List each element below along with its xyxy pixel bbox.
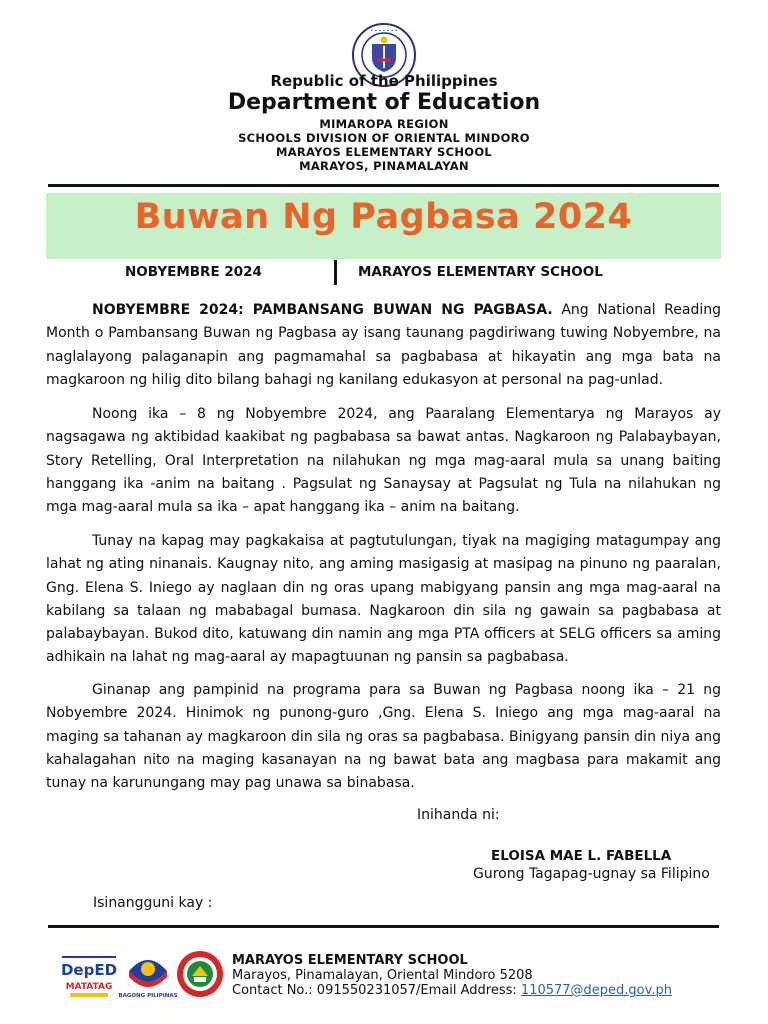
school-seal-logo xyxy=(176,950,224,998)
footer-contact-text: Contact No.: 091550231057/Email Address: xyxy=(232,983,521,998)
footer-contact xyxy=(232,983,672,998)
division-heading: SCHOOLS DIVISION OF ORIENTAL MINDORO xyxy=(238,131,530,145)
address-heading: MARAYOS, PINAMALAYAN xyxy=(299,159,469,173)
paragraph-2 xyxy=(46,403,721,519)
noted-by-label: Isinangguni kay : xyxy=(93,895,213,911)
title-banner xyxy=(46,193,721,259)
svg-text:DepED: DepED xyxy=(60,961,118,979)
prepared-by-label: Inihanda ni: xyxy=(417,807,500,823)
republic-heading: Republic of the Philippines xyxy=(270,72,498,90)
header-divider xyxy=(48,184,719,187)
bagong-pilipinas-logo xyxy=(118,949,178,1001)
deped-matatag-logo xyxy=(60,951,118,1001)
svg-text:BAGONG PILIPINAS: BAGONG PILIPINAS xyxy=(118,993,178,999)
footer-school-name: MARAYOS ELEMENTARY SCHOOL xyxy=(232,953,468,968)
svg-text:MATATAG: MATATAG xyxy=(65,982,113,992)
meta-divider xyxy=(334,260,337,285)
paragraph-2-text: Noong ika – 8 ng Nobyembre 2024, ang Paaralang Elementarya ng Marayos ay nagsagawa ng aktibidad kaakibat ng pagbabasa sa bawat antas. Nagkaroon ng Palabaybayan, Story Retelling, Oral Interpretation na nilahukan ng mga mag-aaral mula sa unang baiting hanggang ika -anim na baitang . Pagsulat ng Sanaysay at Pagsulat ng Tula na nilahukan ng mga mag-aaral mula sa ika – apat hanggang ika – anim na baitang. xyxy=(46,406,721,516)
paragraph-3-text: Tunay na kapag may pagkakaisa at pagtutulungan, tiyak na magiging matagumpay ang lahat ng ating ninanais. Kaugnay nito, ang aming masigasig at masipag na pinuno ng paaralan, Gng. Elena S. Iniego ay naglaan din ng oras upang mabigyang pansin ang mga mag-aaral na kabilang sa talaan ng mababagal bumasa. Nagkaroon din sila ng gawain sa pagbabasa at palabaybayan. Bukod dito, katuwang din namin ang mga PTA officers at SELG officers sa aming adhikain na lahat ng mag-aaral ay mapagtuunan ng pansin sa pagbabasa. xyxy=(46,533,721,666)
banner-title: Buwan Ng Pagbasa 2024 xyxy=(134,197,633,237)
paragraph-1-lead: NOBYEMBRE 2024: PAMBANSANG BUWAN NG PAGBASA. xyxy=(92,302,553,318)
department-heading: Department of Education xyxy=(227,90,541,115)
paragraph-4 xyxy=(46,679,721,795)
signer-role: Gurong Tagapag-ugnay sa Filipino xyxy=(473,866,710,882)
signer-name: ELOISA MAE L. FABELLA xyxy=(491,848,672,864)
paragraph-1-text: Ang National Reading Month o Pambansang Buwan ng Pagbasa ay isang taunang pagdiriwang tuwing Nobyembre, na naglalayong palaganapin ang pagmamahal sa pagbabasa at hikayatin ang mga bata na magkaroon ng hilig dito bilang bahagi ng kanilang edukasyon at personal na pag-unlad. xyxy=(46,302,721,388)
signature-block xyxy=(473,848,723,882)
region-heading: MIMAROPA REGION xyxy=(319,117,449,131)
paragraph-4-text: Ginanap ang pampinid na programa para sa Buwan ng Pagbasa noong ika – 21 ng Nobyembre 2024. Hinimok ng punong-guro ,Gng. Elena S. Iniego ang mga mag-aaral na maging sa tahanan ay magkaroon din sila ng oras sa pagbabasa. Binigyang pansin din niya ang kahalagahan nito na maging kasanayan na ng bawat bata ang magbasa para makamit ang tunay na karunungang may pag unawa sa binabasa. xyxy=(46,682,721,792)
school-heading: MARAYOS ELEMENTARY SCHOOL xyxy=(275,145,493,159)
svg-text:• • • • • • •: • • • • • • • xyxy=(370,29,398,34)
footer-email-link[interactable]: 110577@deped.gov.ph xyxy=(520,983,672,998)
paragraph-1 xyxy=(46,299,721,392)
meta-school: MARAYOS ELEMENTARY SCHOOL xyxy=(358,264,603,280)
footer-divider xyxy=(48,925,719,928)
footer-address: Marayos, Pinamalayan, Oriental Mindoro 5208 xyxy=(232,968,533,983)
paragraph-3 xyxy=(46,530,721,670)
meta-date: NOBYEMBRE 2024 xyxy=(125,264,262,280)
